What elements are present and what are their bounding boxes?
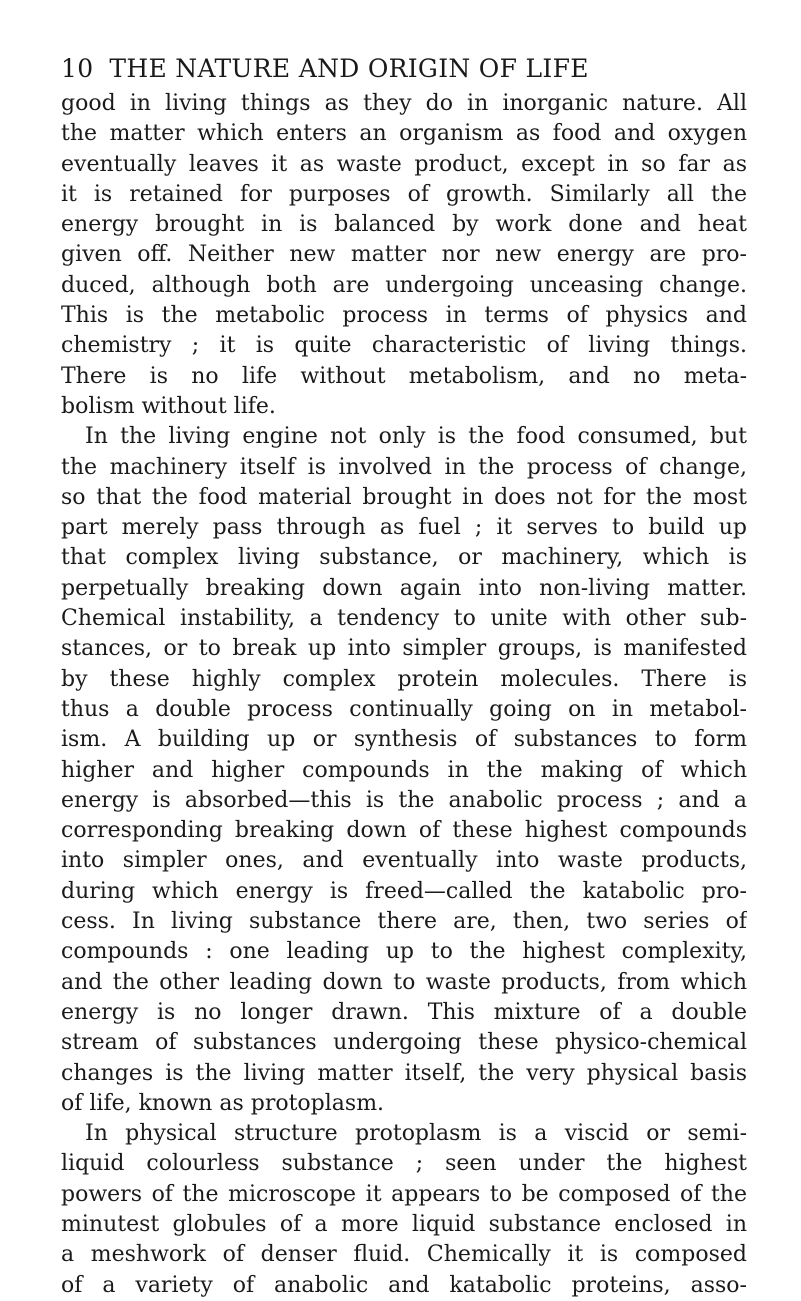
text-line: eventually leaves it as waste product, except in so far as [61,151,747,177]
text-line: changes is the living matter itself, the very physical basis [61,1060,747,1086]
text-line: stances, or to break up into simpler groups, is manifested [61,636,747,662]
text-line: Chemical instability, a tendency to unite with other sub- [61,606,747,632]
text-line: bolism without life. [61,393,276,419]
text-line: by these highly complex protein molecules. There is [61,666,747,692]
text-line: of life, known as protoplasm. [61,1090,385,1116]
text-line: ism. A building up or synthesis of substances to form [61,727,747,753]
text-line: energy brought in is balanced by work done and heat [61,212,747,238]
text-line: compounds : one leading up to the highest complexity, [61,939,747,965]
text-line: a meshwork of denser fluid. Chemically it is composed [61,1242,747,1268]
text-line: it is retained for purposes of growth. Similarly all the [61,181,747,207]
text-line: higher and higher compounds in the making of which [61,757,747,783]
text-line: stream of substances undergoing these physico-chemical [61,1030,747,1056]
text-line: into simpler ones, and eventually into waste products, [61,848,747,874]
text-line: given off. Neither new matter nor new energy are pro- [61,242,747,268]
text-line: the machinery itself is involved in the process of change, [61,454,747,480]
body-text [61,89,747,1301]
text-line: This is the metabolic process in terms of physics and [61,303,747,329]
text-line: good in living things as they do in inorganic nature. All [61,91,747,116]
text-line: cess. In living substance there are, then, two series of [61,909,747,935]
text-line: chemistry ; it is quite characteristic of living things. [61,333,747,359]
running-title: THE NATURE AND ORIGIN OF LIFE [109,54,589,83]
page-number: 10 [61,54,94,83]
book-page [61,51,747,1301]
text-line: energy is absorbed—this is the anabolic process ; and a [61,787,747,813]
text-line: minutest globules of a more liquid substance enclosed in [61,1211,747,1237]
text-line: that complex living substance, or machinery, which is [61,545,747,571]
text-line: powers of the microscope it appears to be composed of the [61,1181,747,1207]
paragraph-start-line: In the living engine not only is the food consumed, but [85,424,747,450]
running-header [61,51,747,87]
text-line: duced, although both are undergoing unceasing change. [61,272,747,298]
text-line: energy is no longer drawn. This mixture of a double [61,999,747,1025]
text-line: corresponding breaking down of these highest compounds [61,818,747,844]
text-line: part merely pass through as fuel ; it serves to build up [61,515,747,541]
text-line: perpetually breaking down again into non-living matter. [61,575,747,601]
text-line: during which energy is freed—called the katabolic pro- [61,878,747,904]
paragraph-start-line: In physical structure protoplasm is a viscid or semi- [85,1121,747,1147]
text-line: thus a double process continually going on in metabol- [61,696,747,722]
text-line: and the other leading down to waste products, from which [61,969,747,995]
text-line: of a variety of anabolic and katabolic proteins, asso- [61,1272,747,1298]
text-line: There is no life without metabolism, and no meta- [61,363,747,389]
text-line: the matter which enters an organism as food and oxygen [61,121,747,147]
text-line: so that the food material brought in does not for the most [61,484,747,510]
text-line: liquid colourless substance ; seen under the highest [61,1151,747,1177]
